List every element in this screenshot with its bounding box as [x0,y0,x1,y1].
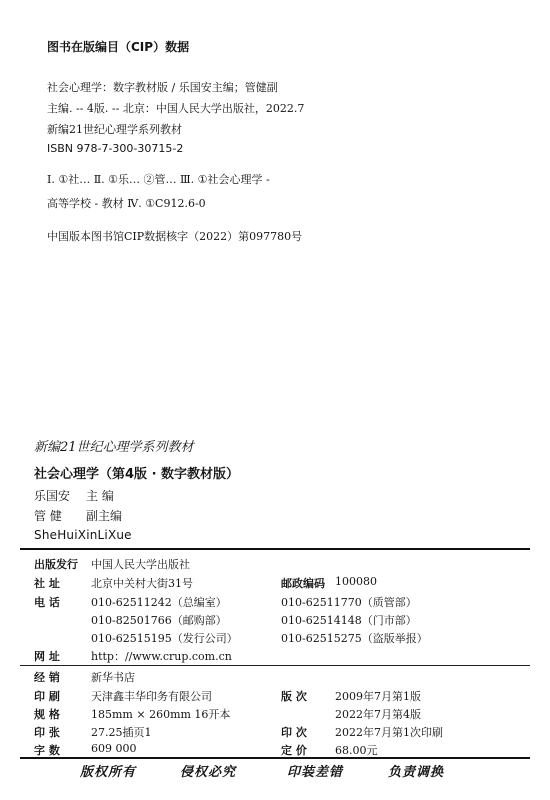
distributor-label: 经 销 [34,671,60,684]
cip-line: 新编21世纪心理学系列教材 [47,123,182,136]
chief-editor-role: 主 编 [86,489,114,503]
deputy-editor-name: 管 健 [34,509,62,523]
sheets-label: 印 张 [34,726,60,739]
words-label: 字 数 [34,744,60,757]
cip-classification-cont: 高等学校 - 教材 Ⅳ. ①C912.6-0 [47,197,206,210]
website-label: 网 址 [34,650,60,663]
address-label: 社 址 [34,577,60,590]
cip-isbn: ISBN 978-7-300-30715-2 [47,142,184,155]
divider-top [20,548,530,550]
printer-value: 天津鑫丰华印务有限公司 [91,690,212,703]
cip-line: 社会心理学：数字教材版 / 乐国安主编；管健副 [47,81,278,94]
cip-title: 图书在版编目（CIP）数据 [47,40,190,54]
distributor-value: 新华书店 [91,671,135,684]
phone-left: 010-62511242（总编室） [91,596,227,609]
printer-label: 印 刷 [34,690,60,703]
sheets-value: 27.25插页1 [91,726,152,739]
price-label: 定 价 [281,744,307,757]
postcode-label: 邮政编码 [281,577,325,590]
slogan-infringement: 侵权必究 [180,765,237,780]
price-value: 68.00元 [335,744,378,757]
edition-label: 版 次 [281,690,307,703]
cip-classification: Ⅰ. ①社… Ⅱ. ①乐… ②管… Ⅲ. ①社会心理学 - [47,173,270,186]
chief-editor [34,487,114,504]
slogan-copyright: 版权所有 [80,765,137,780]
postcode-value: 100080 [335,575,377,588]
title-pinyin: SheHuiXinLiXue [34,528,132,542]
cip-line: 主编. -- 4版. -- 北京：中国人民大学出版社，2022.7 [47,102,305,115]
chief-editor-name: 乐国安 [34,489,71,503]
deputy-editor [34,507,122,524]
slogan-exchange: 负责调换 [388,765,445,780]
publisher-label: 出版发行 [34,558,78,571]
website-value: http：//www.crup.com.cn [91,650,232,663]
deputy-editor-role: 副主编 [86,509,123,523]
impression-label: 印 次 [281,726,307,739]
series-name: 新编21世纪心理学系列教材 [34,440,194,455]
phone-right: 010-62514148（门市部） [281,614,417,627]
phone-right: 010-62511770（质管部） [281,596,417,609]
phone-left: 010-62515195（发行公司） [91,632,238,645]
spec-value: 185mm × 260mm 16开本 [91,708,231,721]
phone-right: 010-62515275（盗版举报） [281,632,428,645]
words-value: 609 000 [91,742,137,755]
edition-current: 2022年7月第4版 [335,708,421,721]
phone-left: 010-82501766（邮购部） [91,614,227,627]
cip-number: 中国版本图书馆CIP数据核字（2022）第097780号 [47,230,303,243]
spec-label: 规 格 [34,708,60,721]
divider-middle [20,665,530,666]
slogan-misprint: 印装差错 [287,765,344,780]
divider-bottom [20,757,530,759]
publisher-value: 中国人民大学出版社 [91,558,190,571]
phone-label: 电 话 [34,596,60,609]
book-title: 社会心理学（第4版 · 数字教材版） [34,467,240,482]
impression-value: 2022年7月第1次印刷 [335,726,443,739]
address-value: 北京中关村大街31号 [91,577,193,590]
edition-first: 2009年7月第1版 [335,690,421,703]
